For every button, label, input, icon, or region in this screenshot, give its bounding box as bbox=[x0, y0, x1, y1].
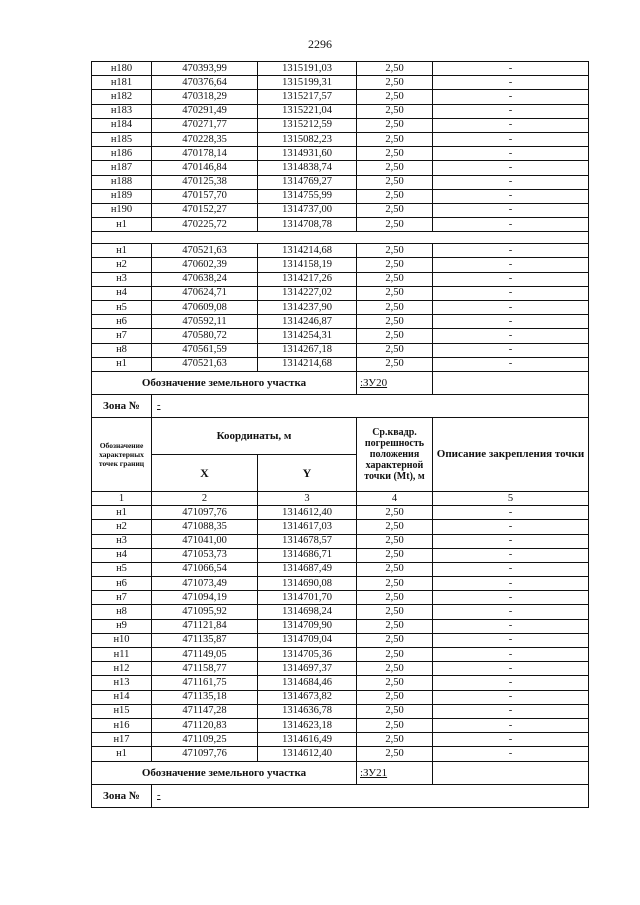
coord-y: 1314678,57 bbox=[258, 534, 357, 548]
coord-x: 471120,83 bbox=[152, 718, 258, 732]
point-id: н10 bbox=[92, 633, 152, 647]
fixing-description: - bbox=[433, 258, 589, 272]
coord-y: 1314698,24 bbox=[258, 605, 357, 619]
coord-x: 470602,39 bbox=[152, 258, 258, 272]
point-id: н14 bbox=[92, 690, 152, 704]
coord-y: 1314673,82 bbox=[258, 690, 357, 704]
coord-y: 1314701,70 bbox=[258, 591, 357, 605]
error-value: 2,50 bbox=[357, 562, 433, 576]
fixing-description: - bbox=[433, 520, 589, 534]
fixing-description: - bbox=[433, 676, 589, 690]
fixing-description: - bbox=[433, 577, 589, 591]
fixing-description: - bbox=[433, 175, 589, 189]
table-row bbox=[92, 662, 589, 676]
error-value: 2,50 bbox=[357, 118, 433, 132]
fixing-description: - bbox=[433, 534, 589, 548]
parcel-label: Обозначение земельного участка bbox=[92, 761, 357, 784]
table-row bbox=[92, 577, 589, 591]
page-number: 2296 bbox=[308, 37, 332, 51]
point-id: н4 bbox=[92, 286, 152, 300]
block-separator bbox=[92, 232, 589, 244]
error-value: 2,50 bbox=[357, 286, 433, 300]
coord-x: 470609,08 bbox=[152, 301, 258, 315]
coord-x: 470178,14 bbox=[152, 147, 258, 161]
point-id: н5 bbox=[92, 562, 152, 576]
coord-x: 471095,92 bbox=[152, 605, 258, 619]
point-id: н1 bbox=[92, 357, 152, 371]
parcel-label: Обозначение земельного участка bbox=[92, 371, 357, 394]
coord-y: 1314612,40 bbox=[258, 747, 357, 761]
table-row bbox=[92, 343, 589, 357]
fixing-description: - bbox=[433, 343, 589, 357]
header-error: Ср.квадр. погрешность положения характерной точки (Mt), м bbox=[357, 417, 433, 491]
coord-x: 470225,72 bbox=[152, 218, 258, 232]
error-value: 2,50 bbox=[357, 272, 433, 286]
parcel-zu20-section bbox=[92, 371, 589, 417]
table-header bbox=[92, 417, 589, 505]
coord-x: 470580,72 bbox=[152, 329, 258, 343]
error-value: 2,50 bbox=[357, 704, 433, 718]
coord-y: 1314267,18 bbox=[258, 343, 357, 357]
coord-y: 1314697,37 bbox=[258, 662, 357, 676]
coord-x: 471097,76 bbox=[152, 747, 258, 761]
coord-y: 1314687,49 bbox=[258, 562, 357, 576]
error-value: 2,50 bbox=[357, 534, 433, 548]
point-id: н17 bbox=[92, 733, 152, 747]
point-id: н184 bbox=[92, 118, 152, 132]
point-id: н188 bbox=[92, 175, 152, 189]
point-id: н11 bbox=[92, 648, 152, 662]
error-value: 2,50 bbox=[357, 357, 433, 371]
error-value: 2,50 bbox=[357, 315, 433, 329]
error-value: 2,50 bbox=[357, 189, 433, 203]
error-value: 2,50 bbox=[357, 619, 433, 633]
coord-y: 1314617,03 bbox=[258, 520, 357, 534]
coord-x: 471161,75 bbox=[152, 676, 258, 690]
table-row bbox=[92, 704, 589, 718]
error-value: 2,50 bbox=[357, 718, 433, 732]
table-row bbox=[92, 718, 589, 732]
coord-x: 471094,19 bbox=[152, 591, 258, 605]
error-value: 2,50 bbox=[357, 161, 433, 175]
column-number: 2 bbox=[152, 491, 258, 505]
table-row bbox=[92, 118, 589, 132]
point-id: н1 bbox=[92, 747, 152, 761]
table-row bbox=[92, 534, 589, 548]
fixing-description: - bbox=[433, 329, 589, 343]
table-row bbox=[92, 747, 589, 761]
fixing-description: - bbox=[433, 301, 589, 315]
header-description: Описание закрепления точки bbox=[433, 417, 589, 491]
fixing-description: - bbox=[433, 718, 589, 732]
error-value: 2,50 bbox=[357, 605, 433, 619]
point-id: н7 bbox=[92, 591, 152, 605]
coord-y: 1315212,59 bbox=[258, 118, 357, 132]
fixing-description: - bbox=[433, 218, 589, 232]
point-id: н6 bbox=[92, 577, 152, 591]
fixing-description: - bbox=[433, 662, 589, 676]
parcel-zu21-section bbox=[92, 761, 589, 807]
coord-y: 1314254,31 bbox=[258, 329, 357, 343]
error-value: 2,50 bbox=[357, 147, 433, 161]
table-row bbox=[92, 633, 589, 647]
header-x: X bbox=[152, 454, 258, 491]
fixing-description: - bbox=[433, 548, 589, 562]
coord-y: 1314686,71 bbox=[258, 548, 357, 562]
table-row bbox=[92, 548, 589, 562]
coord-x: 470592,11 bbox=[152, 315, 258, 329]
table-row bbox=[92, 189, 589, 203]
fixing-description: - bbox=[433, 690, 589, 704]
fixing-description: - bbox=[433, 76, 589, 90]
table-row bbox=[92, 258, 589, 272]
coord-x: 471135,18 bbox=[152, 690, 258, 704]
coord-y: 1314623,18 bbox=[258, 718, 357, 732]
header-designation: Обозначение характерных точек границ bbox=[92, 417, 152, 491]
point-id: н182 bbox=[92, 90, 152, 104]
table-row bbox=[92, 357, 589, 371]
block1-rows bbox=[92, 62, 589, 232]
table-row bbox=[92, 676, 589, 690]
fixing-description: - bbox=[433, 315, 589, 329]
error-value: 2,50 bbox=[357, 329, 433, 343]
error-value: 2,50 bbox=[357, 747, 433, 761]
coord-x: 470638,24 bbox=[152, 272, 258, 286]
table-row bbox=[92, 147, 589, 161]
point-id: н12 bbox=[92, 662, 152, 676]
fixing-description: - bbox=[433, 90, 589, 104]
coord-y: 1314737,00 bbox=[258, 203, 357, 217]
coord-x: 470624,71 bbox=[152, 286, 258, 300]
zone-value: - bbox=[152, 394, 589, 417]
coord-x: 471158,77 bbox=[152, 662, 258, 676]
header-y: Y bbox=[258, 454, 357, 491]
coord-y: 1315191,03 bbox=[258, 62, 357, 76]
column-number: 1 bbox=[92, 491, 152, 505]
coord-x: 470521,63 bbox=[152, 244, 258, 258]
coord-x: 470271,77 bbox=[152, 118, 258, 132]
coord-x: 471053,73 bbox=[152, 548, 258, 562]
coord-y: 1314158,19 bbox=[258, 258, 357, 272]
error-value: 2,50 bbox=[357, 132, 433, 146]
table-row bbox=[92, 90, 589, 104]
error-value: 2,50 bbox=[357, 733, 433, 747]
parcel-value-pad bbox=[433, 371, 589, 394]
point-id: н2 bbox=[92, 520, 152, 534]
table-row bbox=[92, 605, 589, 619]
point-id: н180 bbox=[92, 62, 152, 76]
coord-x: 471088,35 bbox=[152, 520, 258, 534]
coord-y: 1315217,57 bbox=[258, 90, 357, 104]
fixing-description: - bbox=[433, 562, 589, 576]
fixing-description: - bbox=[433, 62, 589, 76]
error-value: 2,50 bbox=[357, 258, 433, 272]
fixing-description: - bbox=[433, 286, 589, 300]
parcel-value-pad bbox=[433, 761, 589, 784]
parcel-value: :ЗУ21 bbox=[357, 761, 433, 784]
error-value: 2,50 bbox=[357, 633, 433, 647]
column-number: 5 bbox=[433, 491, 589, 505]
fixing-description: - bbox=[433, 605, 589, 619]
table-row bbox=[92, 76, 589, 90]
table-row bbox=[92, 203, 589, 217]
point-id: н4 bbox=[92, 548, 152, 562]
point-id: н9 bbox=[92, 619, 152, 633]
parcel-value: :ЗУ20 bbox=[357, 371, 433, 394]
coord-x: 471147,28 bbox=[152, 704, 258, 718]
fixing-description: - bbox=[433, 189, 589, 203]
fixing-description: - bbox=[433, 591, 589, 605]
coord-x: 470228,35 bbox=[152, 132, 258, 146]
error-value: 2,50 bbox=[357, 218, 433, 232]
table-row bbox=[92, 218, 589, 232]
fixing-description: - bbox=[433, 132, 589, 146]
coord-x: 470393,99 bbox=[152, 62, 258, 76]
table-row bbox=[92, 161, 589, 175]
coord-y: 1314755,99 bbox=[258, 189, 357, 203]
fixing-description: - bbox=[433, 104, 589, 118]
point-id: н8 bbox=[92, 605, 152, 619]
table-row bbox=[92, 315, 589, 329]
coord-x: 470318,29 bbox=[152, 90, 258, 104]
table-row bbox=[92, 506, 589, 520]
table-row bbox=[92, 272, 589, 286]
coord-y: 1314931,60 bbox=[258, 147, 357, 161]
coord-x: 471135,87 bbox=[152, 633, 258, 647]
point-id: н183 bbox=[92, 104, 152, 118]
coord-y: 1314214,68 bbox=[258, 357, 357, 371]
zone-label: Зона № bbox=[92, 394, 152, 417]
point-id: н5 bbox=[92, 301, 152, 315]
coord-y: 1314708,78 bbox=[258, 218, 357, 232]
point-id: н185 bbox=[92, 132, 152, 146]
coord-x: 470125,38 bbox=[152, 175, 258, 189]
fixing-description: - bbox=[433, 633, 589, 647]
coord-y: 1314709,90 bbox=[258, 619, 357, 633]
coord-y: 1314636,78 bbox=[258, 704, 357, 718]
error-value: 2,50 bbox=[357, 662, 433, 676]
fixing-description: - bbox=[433, 704, 589, 718]
point-id: н15 bbox=[92, 704, 152, 718]
error-value: 2,50 bbox=[357, 676, 433, 690]
blank-separator-row bbox=[92, 232, 589, 244]
coord-y: 1314612,40 bbox=[258, 506, 357, 520]
table-row bbox=[92, 329, 589, 343]
coord-x: 470152,27 bbox=[152, 203, 258, 217]
column-number: 3 bbox=[258, 491, 357, 505]
table-row bbox=[92, 591, 589, 605]
table-row bbox=[92, 619, 589, 633]
point-id: н2 bbox=[92, 258, 152, 272]
point-id: н186 bbox=[92, 147, 152, 161]
error-value: 2,50 bbox=[357, 591, 433, 605]
coord-x: 471073,49 bbox=[152, 577, 258, 591]
coord-x: 470561,59 bbox=[152, 343, 258, 357]
coord-y: 1314246,87 bbox=[258, 315, 357, 329]
table-row bbox=[92, 286, 589, 300]
table-row bbox=[92, 175, 589, 189]
coord-y: 1314227,02 bbox=[258, 286, 357, 300]
coord-y: 1315199,31 bbox=[258, 76, 357, 90]
coord-x: 471097,76 bbox=[152, 506, 258, 520]
fixing-description: - bbox=[433, 244, 589, 258]
table-row bbox=[92, 733, 589, 747]
point-id: н190 bbox=[92, 203, 152, 217]
error-value: 2,50 bbox=[357, 577, 433, 591]
fixing-description: - bbox=[433, 733, 589, 747]
coord-x: 470521,63 bbox=[152, 357, 258, 371]
table-row bbox=[92, 62, 589, 76]
point-id: н3 bbox=[92, 534, 152, 548]
coord-x: 471109,25 bbox=[152, 733, 258, 747]
coord-y: 1314705,36 bbox=[258, 648, 357, 662]
coord-x: 470146,84 bbox=[152, 161, 258, 175]
table-row bbox=[92, 690, 589, 704]
fixing-description: - bbox=[433, 161, 589, 175]
point-id: н1 bbox=[92, 506, 152, 520]
coord-y: 1314217,26 bbox=[258, 272, 357, 286]
point-id: н6 bbox=[92, 315, 152, 329]
coordinates-table bbox=[91, 61, 589, 808]
fixing-description: - bbox=[433, 147, 589, 161]
error-value: 2,50 bbox=[357, 203, 433, 217]
table-row bbox=[92, 648, 589, 662]
coord-y: 1314690,08 bbox=[258, 577, 357, 591]
column-number: 4 bbox=[357, 491, 433, 505]
fixing-description: - bbox=[433, 747, 589, 761]
fixing-description: - bbox=[433, 272, 589, 286]
coord-y: 1314214,68 bbox=[258, 244, 357, 258]
table-row bbox=[92, 244, 589, 258]
coord-y: 1314684,46 bbox=[258, 676, 357, 690]
point-id: н1 bbox=[92, 244, 152, 258]
fixing-description: - bbox=[433, 648, 589, 662]
fixing-description: - bbox=[433, 619, 589, 633]
header-coordinates: Координаты, м bbox=[152, 417, 357, 454]
error-value: 2,50 bbox=[357, 548, 433, 562]
coord-x: 471066,54 bbox=[152, 562, 258, 576]
block2-rows bbox=[92, 244, 589, 372]
point-id: н187 bbox=[92, 161, 152, 175]
point-id: н3 bbox=[92, 272, 152, 286]
error-value: 2,50 bbox=[357, 343, 433, 357]
coord-x: 471121,84 bbox=[152, 619, 258, 633]
point-id: н1 bbox=[92, 218, 152, 232]
fixing-description: - bbox=[433, 203, 589, 217]
fixing-description: - bbox=[433, 357, 589, 371]
coord-y: 1314838,74 bbox=[258, 161, 357, 175]
zone-label: Зона № bbox=[92, 784, 152, 807]
point-id: н8 bbox=[92, 343, 152, 357]
coord-y: 1314769,27 bbox=[258, 175, 357, 189]
coord-x: 470291,49 bbox=[152, 104, 258, 118]
error-value: 2,50 bbox=[357, 175, 433, 189]
table-row bbox=[92, 301, 589, 315]
coord-x: 470376,64 bbox=[152, 76, 258, 90]
coord-y: 1314237,90 bbox=[258, 301, 357, 315]
error-value: 2,50 bbox=[357, 104, 433, 118]
point-id: н7 bbox=[92, 329, 152, 343]
point-id: н181 bbox=[92, 76, 152, 90]
coord-x: 471041,00 bbox=[152, 534, 258, 548]
table-row bbox=[92, 562, 589, 576]
error-value: 2,50 bbox=[357, 690, 433, 704]
error-value: 2,50 bbox=[357, 506, 433, 520]
coord-y: 1315221,04 bbox=[258, 104, 357, 118]
error-value: 2,50 bbox=[357, 62, 433, 76]
coord-y: 1314709,04 bbox=[258, 633, 357, 647]
point-id: н189 bbox=[92, 189, 152, 203]
coord-y: 1315082,23 bbox=[258, 132, 357, 146]
error-value: 2,50 bbox=[357, 244, 433, 258]
fixing-description: - bbox=[433, 506, 589, 520]
coord-y: 1314616,49 bbox=[258, 733, 357, 747]
point-id: н16 bbox=[92, 718, 152, 732]
block3-rows bbox=[92, 506, 589, 761]
table-row bbox=[92, 520, 589, 534]
error-value: 2,50 bbox=[357, 648, 433, 662]
table-row bbox=[92, 132, 589, 146]
error-value: 2,50 bbox=[357, 90, 433, 104]
table-row bbox=[92, 104, 589, 118]
fixing-description: - bbox=[433, 118, 589, 132]
error-value: 2,50 bbox=[357, 76, 433, 90]
zone-value: - bbox=[152, 784, 589, 807]
coord-x: 471149,05 bbox=[152, 648, 258, 662]
error-value: 2,50 bbox=[357, 520, 433, 534]
point-id: н13 bbox=[92, 676, 152, 690]
error-value: 2,50 bbox=[357, 301, 433, 315]
coord-x: 470157,70 bbox=[152, 189, 258, 203]
